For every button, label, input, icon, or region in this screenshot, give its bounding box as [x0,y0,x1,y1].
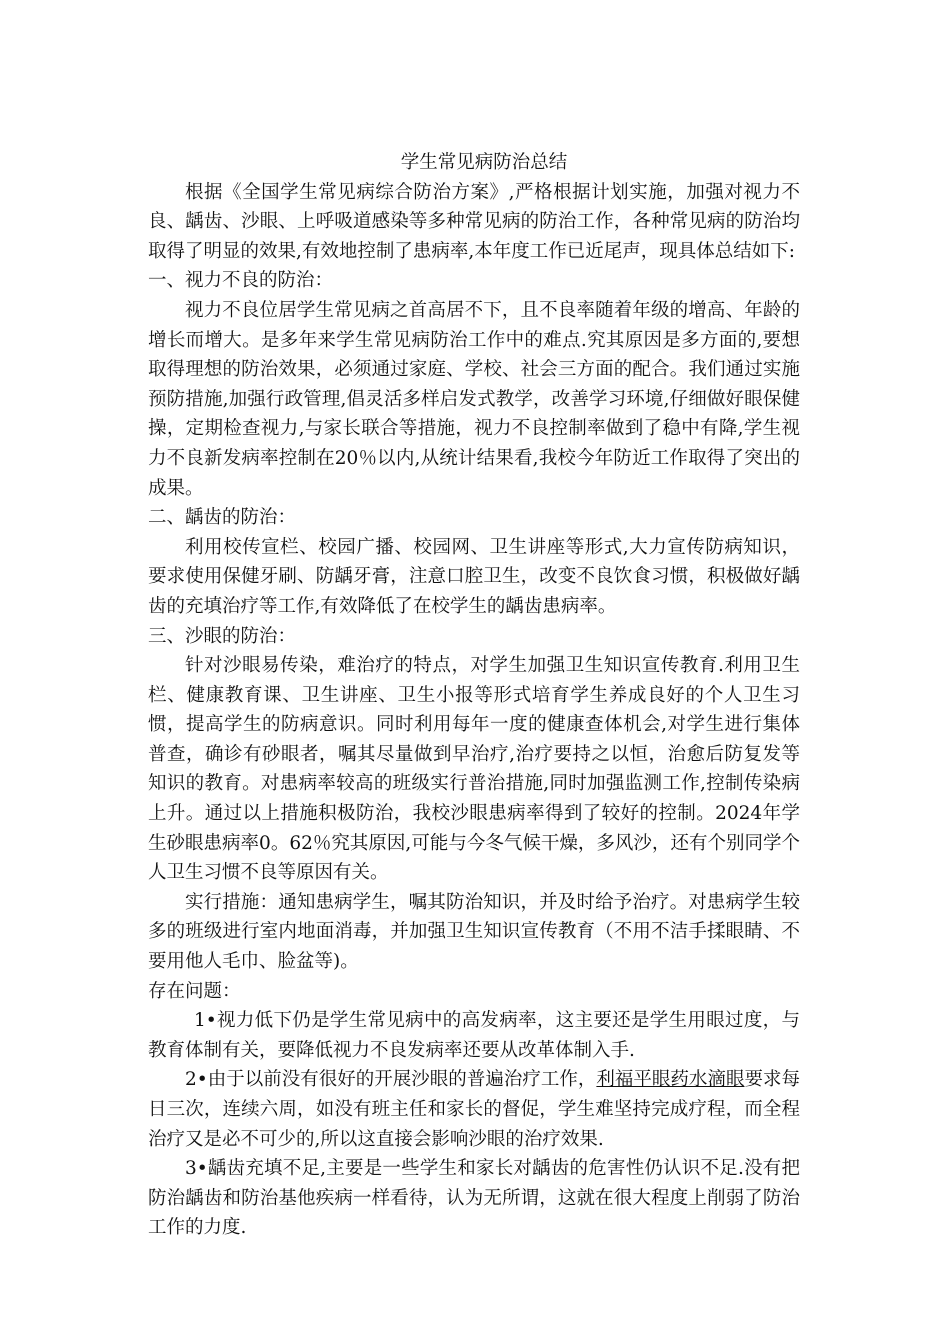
section-body-trachoma: 针对沙眼易传染，难治疗的特点，对学生加强卫生知识宣传教育.利用卫生栏、健康教育课、卫生讲座、卫生小报等形式培育学生养成良好的个人卫生习惯，提高学生的防病意识。同时利用每年一度的健康查体机会,对学生进行集体普查，确诊有砂眼者，嘱其尽量做到早治疗,治疗要持之以恒，治愈后防复发等知识的教育。对患病率较高的班级实行普治措施,同时加强监测工作,控制传染病上升。通过以上措施积极防治，我校沙眼患病率得到了较好的控制。2024年学生砂眼患病率0。62％究其原因,可能与今冬气候干燥，多风沙，还有个别同学个人卫生习惯不良等原因有关。 [148,655,800,884]
document-page [148,148,800,1243]
section-body-caries: 利用校传宣栏、校园广播、校园网、卫生讲座等形式,大力宣传防病知识，要求使用保健牙刷、防龋牙膏，注意口腔卫生，改变不良饮食习惯，积极做好龋齿的充填治疗等工作,有效降低了在校学生的龋齿患病率。 [148,536,800,617]
problem-item-1: 1•视力低下仍是学生常见病中的高发病率，这主要还是学生用眼过度，与教育体制有关，要降低视力不良发病率还要从改革体制入手. [148,1010,800,1061]
problem-item-2-text-start: 2•由于以前没有很好的开展沙眼的普遍治疗工作， [185,1069,597,1091]
problem-item-2-text-end: 要求每日三次，连续六周，如没有班主任和家长的督促，学生难坚持完成疗程，而全程治疗又是必不可少的,所以这直接会影响沙眼的治疗效果. [148,1069,800,1150]
section-heading-caries: 二、龋齿的防治： [148,507,297,529]
intro-paragraph: 根据《全国学生常见病综合防治方案》,严格根据计划实施，加强对视力不良、龋齿、沙眼、上呼吸道感染等多种常见病的防治工作，各种常见病的防治均取得了明显的效果,有效地控制了患病率,本年度工作已近尾声，现具体总结如下: [148,181,800,262]
problem-item-2-underlined-text: 利福平眼药水滴眼 [596,1069,745,1091]
document-title: 学生常见病防治总结 [400,152,568,173]
section-heading-trachoma: 三、沙眼的防治： [148,625,297,647]
problem-item-2 [148,1065,800,1154]
section-heading-vision: 一、视力不良的防治： [148,270,334,292]
problem-item-3: 3•龋齿充填不足,主要是一些学生和家长对龋齿的危害性仍认识不足.没有把防治龋齿和防治基他疾病一样看待，认为无所谓，这就在很大程度上削弱了防治工作的力度. [148,1158,800,1239]
problems-heading: 存在问题： [148,980,241,1002]
section-body-vision: 视力不良位居学生常见病之首高居不下，且不良率随着年级的增高、年龄的增长而增大。是多年来学生常见病防治工作中的难点.究其原因是多方面的,要想取得理想的防治效果，必须通过家庭、学校、社会三方面的配合。我们通过实施预防措施,加强行政管理,倡灵活多样启发式教学，改善学习环境,仔细做好眼保健操，定期检查视力,与家长联合等措施，视力不良控制率做到了稳中有降,学生视力不良新发病率控制在20％以内,从统计结果看,我校今年防近工作取得了突出的成果。 [148,299,800,499]
section-measures-trachoma: 实行措施：通知患病学生，嘱其防治知识，并及时给予治疗。对患病学生较多的班级进行室内地面消毒，并加强卫生知识宣传教育（不用不洁手揉眼睛、不要用他人毛巾、脸盆等)。 [148,891,800,973]
